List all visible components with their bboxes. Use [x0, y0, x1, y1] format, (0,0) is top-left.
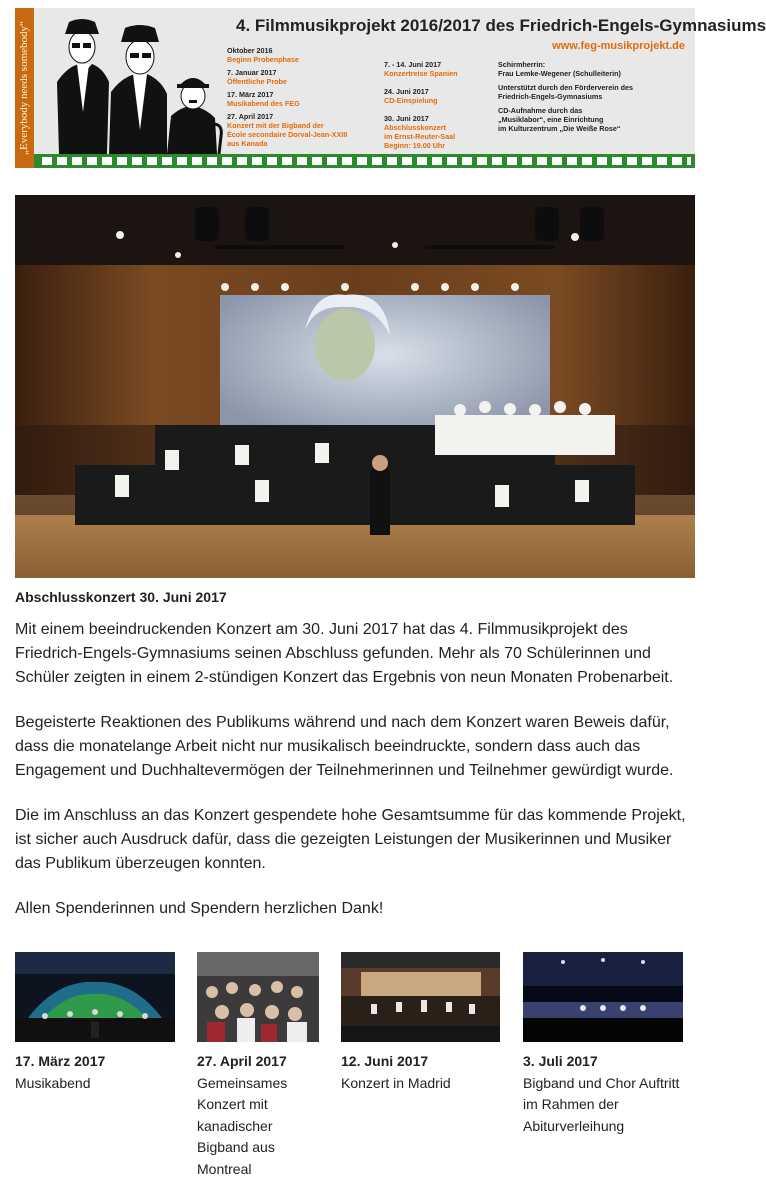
sponsor-column [498, 60, 688, 133]
event-date: 7. - 14. Juni 2017 [384, 60, 442, 69]
event-description: im Ernst-Reuter-Saal [384, 132, 456, 141]
filmstrip-decoration [34, 154, 695, 168]
gallery-thumbnail-abiturverleihung[interactable] [523, 952, 683, 1042]
event-description: aus Kanada [227, 139, 268, 148]
gallery-description: Bigband und Chor Auftritt im Rahmen der Abiturverleihung [523, 1074, 680, 1134]
blues-brothers-chaplin-illustration [37, 12, 227, 154]
patron-label: Schirmherrin: [498, 60, 546, 69]
gallery-thumbnail-musikabend[interactable] [15, 952, 175, 1042]
event-date: 24. Juni 2017 [384, 87, 429, 96]
timeline-event [384, 114, 502, 150]
gallery-date: 12. Juni 2017 [341, 1053, 429, 1069]
support-line: Friedrich-Engels-Gymnasiums [498, 92, 603, 101]
banner-sidebar [15, 8, 34, 168]
event-description: Musikabend des FEG [227, 99, 300, 108]
event-date: 27. April 2017 [227, 112, 274, 121]
cd-credit-line: im Kulturzentrum „Die Weiße Rose“ [498, 124, 621, 133]
event-date: 7. Januar 2017 [227, 68, 277, 77]
gallery-description: Konzert in Madrid [341, 1074, 451, 1091]
event-description: Konzert mit der Bigband der [227, 121, 324, 130]
banner-title: 4. Filmmusikprojekt 2016/2017 des Friedrich-Engels-Gymnasiums [236, 16, 766, 35]
timeline-event [227, 90, 387, 108]
gallery-thumbnail-montreal[interactable] [197, 952, 319, 1042]
patron-name: Frau Lemke-Wegener (Schulleiterin) [498, 69, 621, 78]
timeline-event [384, 87, 502, 105]
event-description: École secondaire Dorval-Jean-XXIII [227, 130, 348, 139]
event-date: 17. März 2017 [227, 90, 274, 99]
gallery-caption [341, 1051, 506, 1094]
timeline-event [227, 112, 387, 148]
article-paragraph: Mit einem beeindruckenden Konzert am 30. Juni 2017 hat das 4. Filmmusikprojekt des Friedrich-Engels-Gymnasiums seinen Abschluss gefunden. Mehr als 70 Schülerinnen und Schüler zeigten in einem 2-stündigen Konzert das Ergebnis von neun Monaten Probenarbeit. [15, 621, 674, 686]
banner-side-slogan: „Everybody needs somebody“ [18, 21, 30, 155]
article-paragraph: Die im Anschluss an das Konzert gespendete hohe Gesamtsumme für das kommende Projekt, ist sicher auch Ausdruck dafür, dass die gezeigten Leistungen der Musikerinnen und Musiker das Publikum überzeugen konnten. [15, 807, 686, 872]
project-banner [15, 8, 766, 168]
event-description: Öffentliche Probe [227, 77, 287, 86]
gallery-date: 27. April 2017 [197, 1053, 287, 1069]
event-date: 30. Juni 2017 [384, 114, 429, 123]
cd-credit-line: „Musiklabor“, eine Einrichtung [498, 115, 604, 124]
article-paragraph: Begeisterte Reaktionen des Publikums während und nach dem Konzert waren Beweis dafür, dass die monatelange Arbeit nicht nur musikalisch beeindruckte, sondern dass auch das Engagement und Duchhaltevermögen der Teilnehmerinnen und Teilnehmer gewürdigt wurde. [15, 714, 674, 779]
event-date: Oktober 2016 [227, 46, 273, 55]
timeline-column-1 [227, 46, 387, 152]
gallery-caption [15, 1051, 180, 1094]
support-line: Unterstützt durch den Förderverein des [498, 83, 633, 92]
event-description: Konzertreise Spanien [384, 69, 458, 78]
concert-photo [15, 195, 695, 578]
photo-caption: Abschlusskonzert 30. Juni 2017 [15, 589, 227, 605]
timeline-event [227, 68, 387, 86]
gallery-caption [523, 1051, 693, 1137]
event-description: CD-Einspielung [384, 96, 438, 105]
event-description: Beginn: 19.00 Uhr [384, 141, 446, 150]
timeline-event [227, 46, 387, 64]
timeline-event [384, 60, 502, 78]
gallery-date: 17. März 2017 [15, 1053, 106, 1069]
gallery-caption [197, 1051, 325, 1180]
cd-credit-line: CD-Aufnahme durch das [498, 106, 583, 115]
thanks-paragraph: Allen Spenderinnen und Spendern herzlichen Dank! [15, 900, 384, 917]
timeline-column-2 [384, 60, 502, 154]
gallery-description: Gemeinsames Konzert mit kanadischer Bigband aus Montreal [197, 1074, 288, 1177]
project-url: www.feg-musikprojekt.de [552, 40, 685, 52]
event-description: Beginn Probenphase [227, 55, 299, 64]
gallery-description: Musikabend [15, 1074, 91, 1091]
event-description: Abschlusskonzert [384, 123, 446, 132]
gallery-thumbnail-madrid[interactable] [341, 952, 500, 1042]
gallery-date: 3. Juli 2017 [523, 1053, 598, 1069]
